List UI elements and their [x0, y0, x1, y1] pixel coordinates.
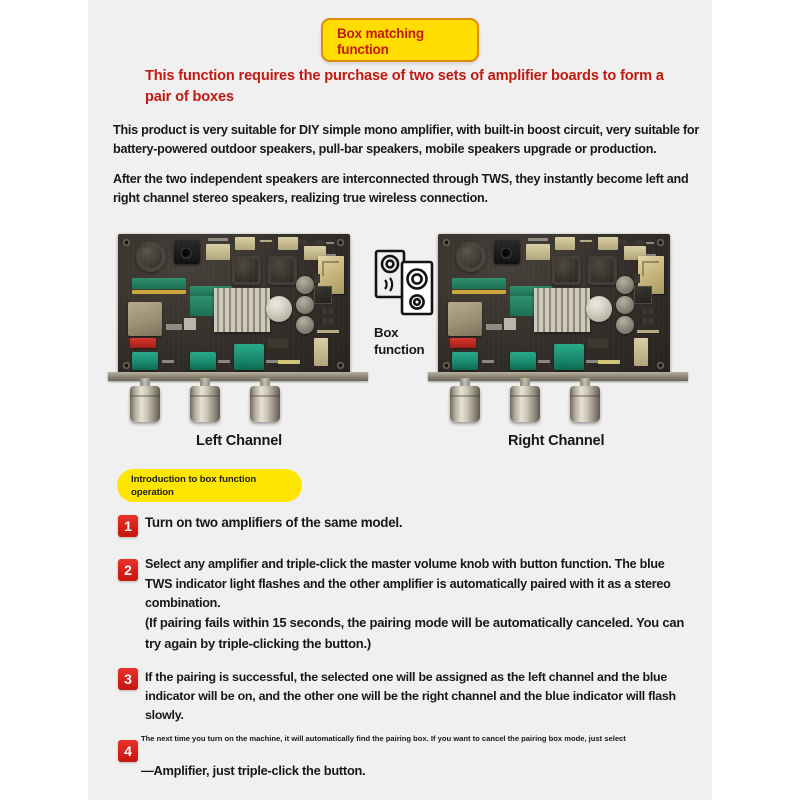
right-channel-label: Right Channel — [508, 433, 605, 449]
intro-paragraph-1: This product is very suitable for DIY simple mono amplifier, with built-in boost circuit, very suitable for battery-powered outdoor speakers, pull-bar speakers, mobile speakers upgrade or production. — [113, 123, 700, 156]
right-amplifier-board — [428, 232, 688, 424]
left-channel-label: Left Channel — [196, 433, 282, 449]
box-function-line-1: Box — [374, 325, 399, 340]
pcb-right — [438, 234, 670, 374]
headline: This function requires the purchase of two sets of amplifier boards to form a pair of boxes — [145, 68, 664, 105]
intro-paragraph-2: After the two independent speakers are interconnected through TWS, they instantly become left and right channel stereo speakers, realizing true wireless connection. — [113, 172, 689, 205]
box-function-intro-pill — [117, 469, 302, 502]
step-text-1: Turn on two amplifiers of the same model. — [145, 515, 403, 530]
knob-bass-left[interactable] — [190, 378, 220, 422]
step-badge-3: 3 — [118, 668, 138, 690]
box-function-caption — [374, 324, 454, 358]
box-matching-function-badge — [321, 18, 479, 62]
left-amplifier-board — [108, 232, 368, 424]
step-text-3: If the pairing is successful, the selected one will be assigned as the left channel and the blue indicator will be on, and the other one will be the right channel and the blue indicator will flash slowly. — [145, 670, 676, 722]
step-note-4: —Amplifier, just triple-click the button. — [141, 763, 366, 778]
step-badge-1: 1 — [118, 515, 138, 537]
step-badge-4: 4 — [118, 740, 138, 762]
knob-bass-right[interactable] — [510, 378, 540, 422]
badge-line-2: function — [337, 42, 389, 57]
box-function-line-2: function — [374, 342, 425, 357]
step-text-2: Select any amplifier and triple-click the master volume knob with button function. The blue TWS indicator light flashes and the other amplifier is automatically paired with it as a stereo combination. — [145, 557, 671, 610]
intro-pill-line-2: operation — [131, 486, 174, 498]
speaker-pair-icon — [372, 248, 444, 318]
knob-volume-left[interactable] — [250, 378, 280, 422]
badge-line-1: Box matching — [337, 26, 424, 41]
pcb-left — [118, 234, 350, 374]
intro-pill-line-1: Introduction to box function — [131, 474, 257, 485]
knob-volume-right[interactable] — [570, 378, 600, 422]
knob-treble-right[interactable] — [450, 378, 480, 422]
step-badge-2: 2 — [118, 559, 138, 581]
step-text-4: The next time you turn on the machine, it will automatically find the pairing box. If you want to cancel the pairing box mode, just select — [141, 734, 626, 743]
knob-treble-left[interactable] — [130, 378, 160, 422]
step-note-2: (If pairing fails within 15 seconds, the pairing mode will be automatically canceled. You can try again by triple-clicking the button.) — [145, 615, 685, 651]
